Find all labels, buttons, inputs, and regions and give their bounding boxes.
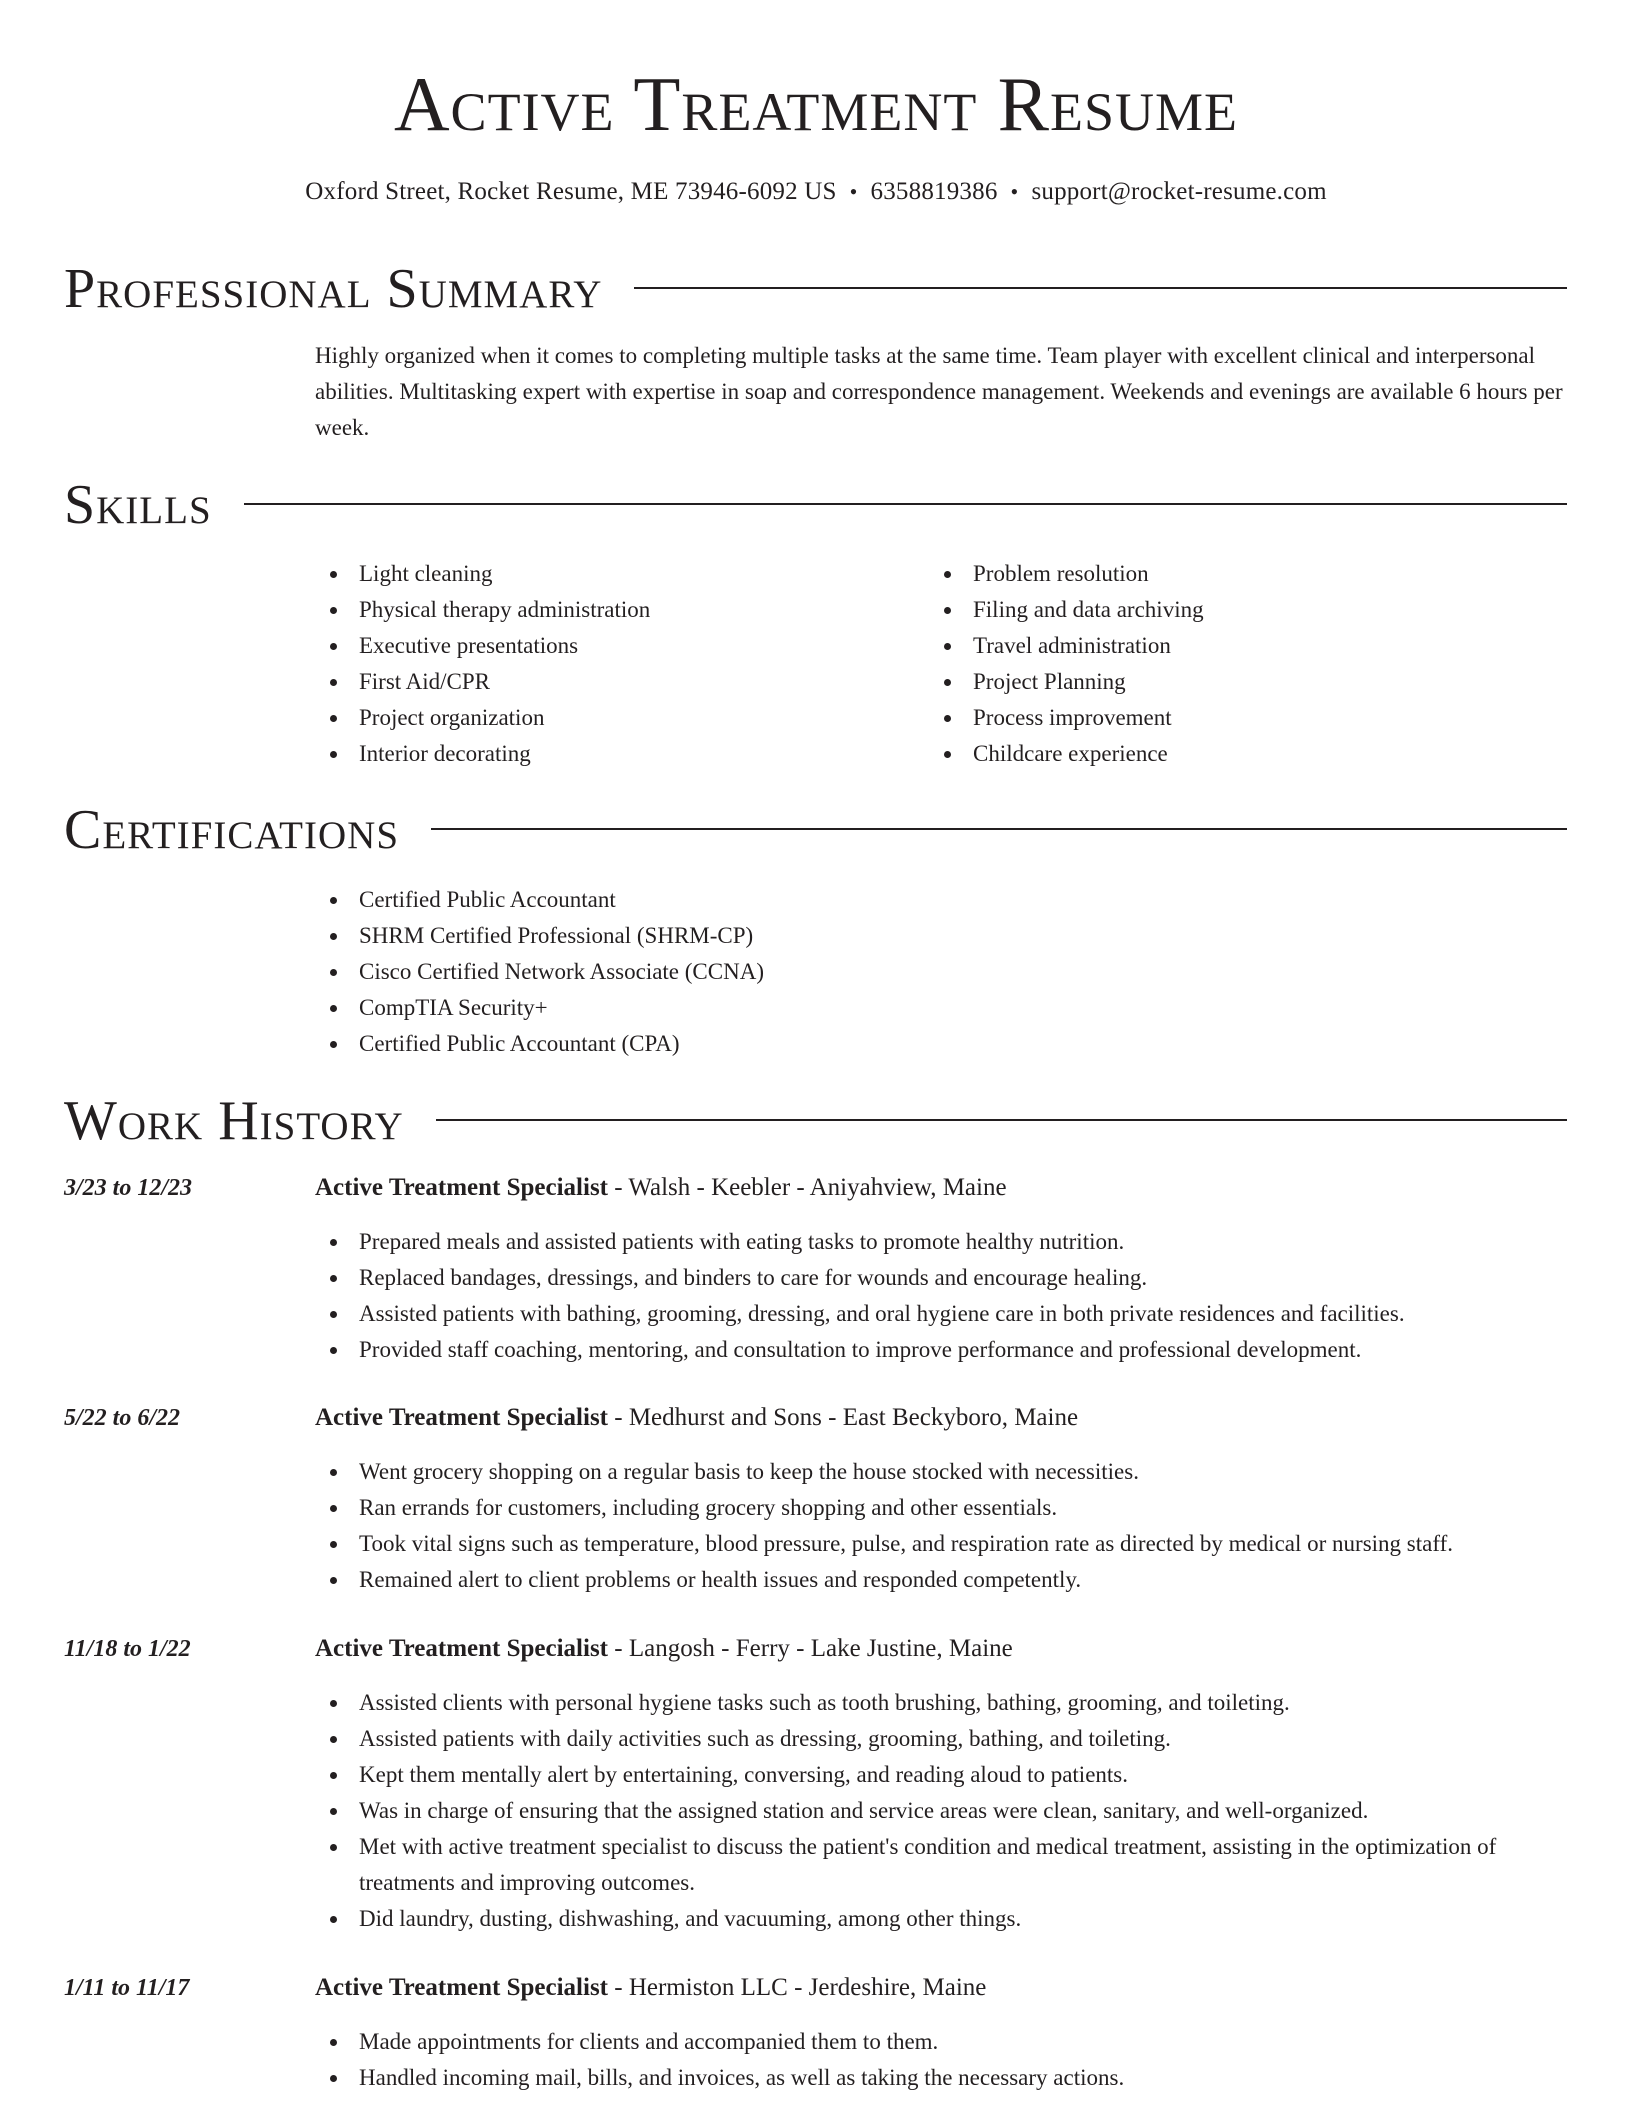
job-duty: Did laundry, dusting, dishwashing, and vacuuming, among other things. [315, 1901, 1570, 1937]
job-employer: - Langosh - Ferry - Lake Justine, Maine [608, 1635, 1013, 1662]
certification-item: Cisco Certified Network Associate (CCNA) [315, 954, 1315, 990]
job-duty: Ran errands for customers, including grocery shopping and other essentials. [315, 1490, 1570, 1526]
skill-item: Physical therapy administration [315, 592, 915, 628]
section-divider [436, 1119, 1567, 1121]
skill-item: Travel administration [929, 628, 1529, 664]
job-duty: Met with active treatment specialist to discuss the patient's condition and medical treatment, assisting in the optimization of treatments and improving outcomes. [315, 1829, 1570, 1901]
job-duty: Kept them mentally alert by entertaining, conversing, and reading aloud to patients. [315, 1757, 1570, 1793]
job-duty: Assisted patients with bathing, grooming, dressing, and oral hygiene care in both private residences and facilities. [315, 1296, 1570, 1332]
job-heading [315, 1631, 1013, 1667]
job-title: Active Treatment Specialist [315, 1974, 608, 2001]
section-title: Certifications [64, 799, 400, 861]
skill-item: Interior decorating [315, 736, 915, 772]
contact-address: Oxford Street, Rocket Resume, ME 73946-6092 US [305, 178, 837, 205]
job-duty: Remained alert to client problems or health issues and responded competently. [315, 1562, 1570, 1598]
job-duty: Provided staff coaching, mentoring, and consultation to improve performance and professional development. [315, 1332, 1570, 1368]
job-heading [315, 1170, 1007, 1206]
skill-item: Executive presentations [315, 628, 915, 664]
section-divider [431, 828, 1567, 830]
job-title: Active Treatment Specialist [315, 1635, 608, 1662]
contact-line [0, 174, 1632, 210]
job-duties-list [315, 1224, 1570, 1368]
job-title: Active Treatment Specialist [315, 1174, 608, 1201]
certification-item: SHRM Certified Professional (SHRM-CP) [315, 918, 1315, 954]
certification-item: Certified Public Accountant (CPA) [315, 1026, 1315, 1062]
job-duty: Was in charge of ensuring that the assigned station and service areas were clean, sanitary, and well-organized. [315, 1793, 1570, 1829]
job-employer: - Medhurst and Sons - East Beckyboro, Maine [608, 1404, 1079, 1431]
job-duties-list [315, 1454, 1570, 1598]
skill-item: Process improvement [929, 700, 1529, 736]
certification-item: CompTIA Security+ [315, 990, 1315, 1026]
section-title: Work History [64, 1090, 404, 1152]
section-heading-work-history [64, 1086, 1567, 1156]
contact-separator: • [1010, 179, 1019, 204]
job-duty: Replaced bandages, dressings, and binders to care for wounds and encourage healing. [315, 1260, 1570, 1296]
job-dates: 1/11 to 11/17 [64, 1975, 190, 2001]
skill-item: Project Planning [929, 664, 1529, 700]
skill-item: Childcare experience [929, 736, 1529, 772]
skill-item: Project organization [315, 700, 915, 736]
contact-phone: 6358819386 [870, 178, 998, 205]
certifications-list [315, 882, 1315, 1062]
skills-list-left [315, 556, 915, 772]
job-duty: Assisted clients with personal hygiene tasks such as tooth brushing, bathing, grooming, and toileting. [315, 1685, 1570, 1721]
section-heading-skills [64, 470, 1567, 540]
section-title: Professional Summary [64, 258, 603, 320]
job-duty: Made appointments for clients and accompanied them to them. [315, 2024, 1570, 2060]
job-duty: Took vital signs such as temperature, blood pressure, pulse, and respiration rate as directed by medical or nursing staff. [315, 1526, 1570, 1562]
job-title: Active Treatment Specialist [315, 1404, 608, 1431]
job-heading [315, 1970, 986, 2006]
job-employer: - Hermiston LLC - Jerdeshire, Maine [608, 1974, 987, 2001]
section-heading-certifications [64, 795, 1567, 865]
job-duties-list [315, 2024, 1570, 2096]
resume-name: Active Treatment Resume [393, 61, 1239, 147]
contact-email: support@rocket-resume.com [1031, 178, 1327, 205]
skill-item: Light cleaning [315, 556, 915, 592]
job-duty: Handled incoming mail, bills, and invoices, as well as taking the necessary actions. [315, 2060, 1570, 2096]
skill-item: Filing and data archiving [929, 592, 1529, 628]
job-duty: Prepared meals and assisted patients with eating tasks to promote healthy nutrition. [315, 1224, 1570, 1260]
job-dates: 3/23 to 12/23 [64, 1175, 193, 1201]
job-duty: Went grocery shopping on a regular basis to keep the house stocked with necessities. [315, 1454, 1570, 1490]
job-dates: 11/18 to 1/22 [64, 1636, 191, 1662]
section-divider [244, 503, 1567, 505]
skill-item: First Aid/CPR [315, 664, 915, 700]
job-duties-list [315, 1685, 1570, 1937]
summary-text: Highly organized when it comes to completing multiple tasks at the same time. Team player with excellent clinical and interpersonal abilities. Multitasking expert with expertise in soap and correspondence management. Weekends and evenings are available 6 hours per week. [315, 343, 1563, 440]
certification-item: Certified Public Accountant [315, 882, 1315, 918]
job-duty: Assisted patients with daily activities such as dressing, grooming, bathing, and toileting. [315, 1721, 1570, 1757]
skill-item: Problem resolution [929, 556, 1529, 592]
job-heading [315, 1400, 1078, 1436]
job-employer: - Walsh - Keebler - Aniyahview, Maine [608, 1174, 1007, 1201]
section-heading-summary [64, 254, 1567, 324]
skills-list-right [929, 556, 1529, 772]
contact-separator: • [849, 179, 858, 204]
section-divider [634, 287, 1567, 289]
job-dates: 5/22 to 6/22 [64, 1405, 181, 1431]
section-title: Skills [64, 474, 212, 536]
